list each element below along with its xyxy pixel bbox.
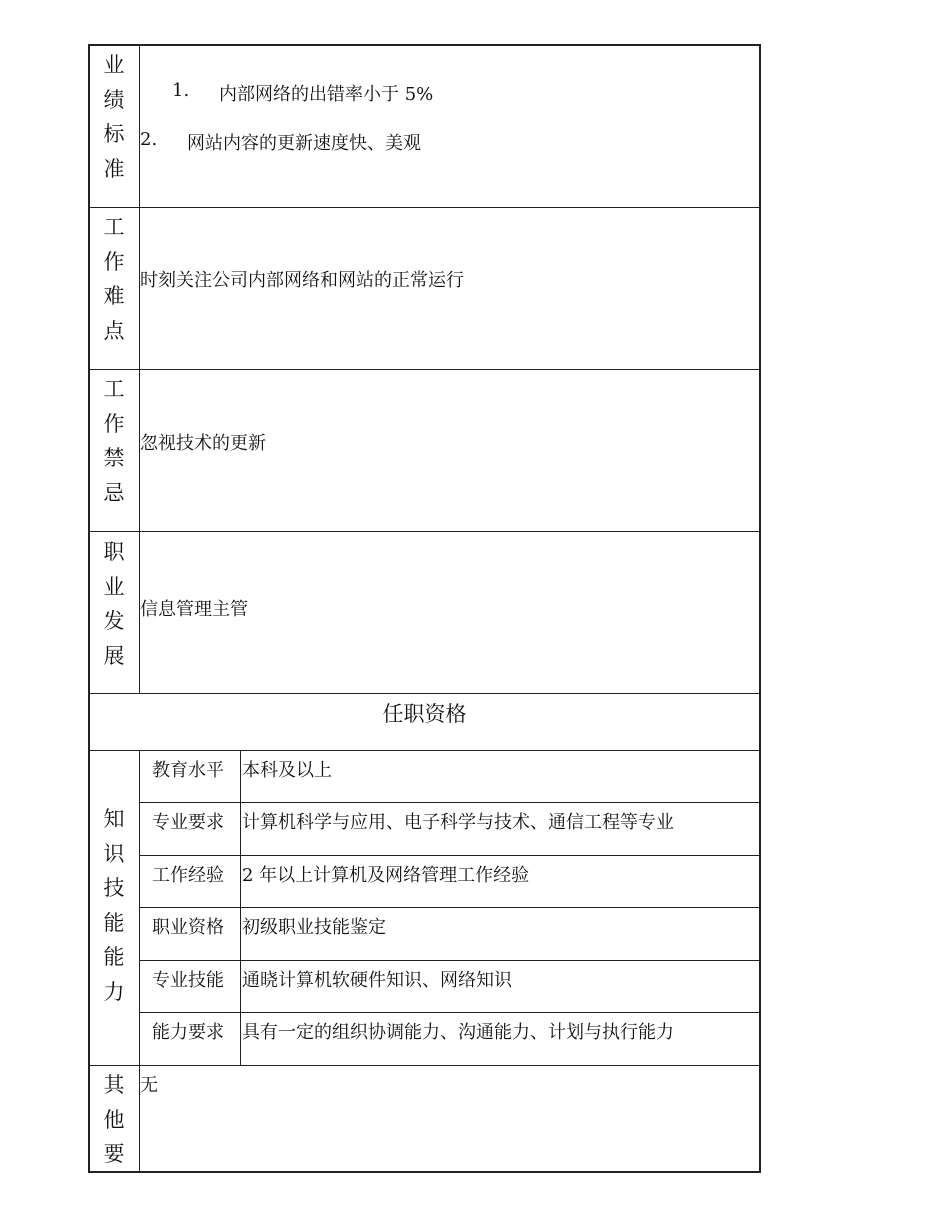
- label-char: 展: [103, 643, 125, 668]
- label-char: 工: [103, 377, 125, 401]
- section-content: 忽视技术的更新: [140, 433, 266, 454]
- table-border-top: [88, 44, 761, 46]
- row-divider: [88, 750, 761, 751]
- qualification-name: 职业资格: [152, 917, 224, 938]
- qualification-value: 通晓计算机软硬件知识、网络知识: [242, 970, 512, 991]
- label-char: 技: [103, 876, 125, 900]
- label-char: 绩: [103, 87, 125, 112]
- qualification-value: 计算机科学与应用、电子科学与技术、通信工程等专业: [242, 812, 674, 833]
- label-char: 业: [103, 574, 125, 599]
- table-border-right: [759, 44, 761, 1173]
- row-divider: [88, 531, 761, 532]
- qualification-name: 能力要求: [152, 1022, 224, 1043]
- list-item-text: 网站内容的更新速度快、美观: [187, 133, 421, 154]
- section-label-taboos: [89, 372, 139, 510]
- section-content: 信息管理主管: [140, 599, 248, 620]
- section-label-career: [89, 535, 139, 673]
- section-label-performance: [89, 48, 139, 186]
- label-char: 禁: [103, 446, 125, 470]
- label-char: 力: [103, 979, 125, 1004]
- label-char: 忌: [103, 480, 125, 505]
- label-char: 标: [103, 122, 125, 146]
- list-item-text: 内部网络的出错率小于 5%: [219, 84, 434, 105]
- label-char: 能: [103, 945, 125, 969]
- qualification-name: 教育水平: [152, 760, 224, 781]
- section-content: 时刻关注公司内部网络和网站的正常运行: [140, 270, 464, 291]
- label-char: 准: [103, 156, 125, 181]
- row-divider: [88, 693, 761, 694]
- row-divider: [139, 907, 761, 908]
- qualifications-header: 任职资格: [382, 702, 467, 726]
- group-label-knowledge-skills: [89, 802, 139, 1009]
- table-border-bottom: [88, 1171, 761, 1173]
- label-char: 其: [103, 1073, 125, 1097]
- label-char: 难: [103, 284, 125, 308]
- qualification-name: 专业要求: [152, 812, 224, 833]
- column-divider: [240, 750, 241, 1066]
- label-char: 要: [103, 1142, 125, 1166]
- row-divider: [139, 855, 761, 856]
- section-label-other: [89, 1068, 139, 1172]
- qualification-name: 工作经验: [152, 865, 224, 886]
- row-divider: [139, 802, 761, 803]
- label-char: 作: [103, 411, 125, 436]
- qualification-value: 初级职业技能鉴定: [242, 917, 386, 938]
- row-divider: [139, 1012, 761, 1013]
- list-item-number: 2.: [140, 129, 158, 150]
- label-char: 发: [103, 609, 125, 633]
- list-item-number: 1.: [172, 80, 190, 101]
- row-divider: [88, 369, 761, 370]
- qualification-name: 专业技能: [152, 970, 224, 991]
- label-char: 职: [103, 540, 125, 564]
- qualification-value: 本科及以上: [242, 760, 332, 781]
- other-content: 无: [140, 1075, 158, 1096]
- row-divider: [88, 207, 761, 208]
- label-char: 识: [103, 841, 125, 866]
- label-char: 他: [103, 1107, 125, 1132]
- label-char: 业: [103, 53, 125, 77]
- section-label-difficulties: [89, 210, 139, 348]
- label-char: 点: [103, 318, 125, 343]
- label-char: 作: [103, 249, 125, 274]
- row-divider: [88, 1065, 761, 1066]
- label-char: 工: [103, 215, 125, 239]
- row-divider: [139, 960, 761, 961]
- label-char: 知: [103, 807, 125, 831]
- label-char: 能: [103, 910, 125, 935]
- qualification-value: 2 年以上计算机及网络管理工作经验: [242, 865, 530, 886]
- qualification-value: 具有一定的组织协调能力、沟通能力、计划与执行能力: [242, 1022, 674, 1043]
